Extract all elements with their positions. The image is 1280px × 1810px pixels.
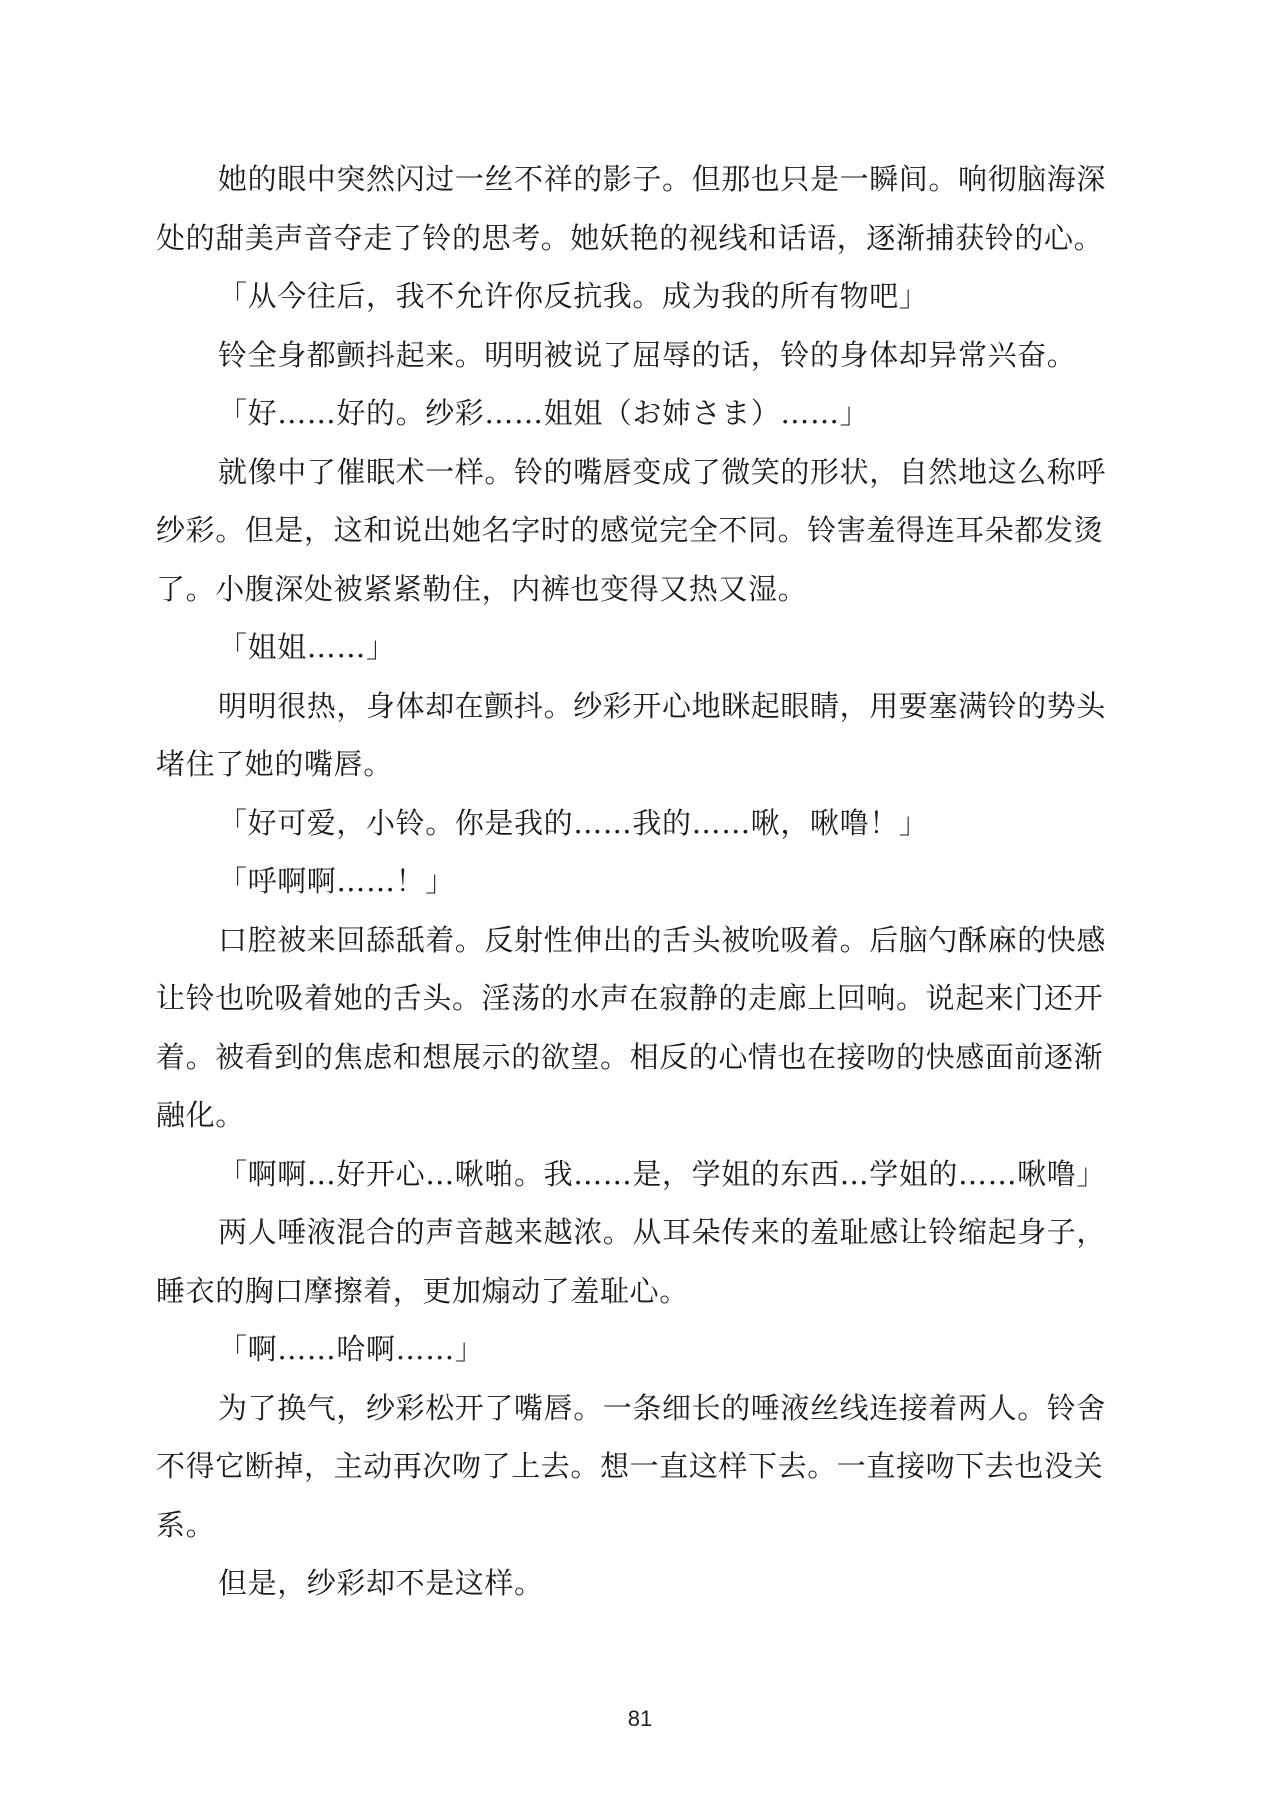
text-line: 「啊……哈啊……」	[218, 1332, 485, 1366]
text-line: 「好可爱，小铃。你是我的……我的……啾，啾噜！」	[218, 805, 929, 840]
text-line: 「啊啊…好开心…啾啪。我……是，学姐的东西…学姐的……啾噜」	[218, 1156, 1107, 1191]
text-line: 但是，纱彩却不是这样。	[218, 1566, 544, 1600]
text-line: 铃全身都颤抖起来。明明被说了屈辱的话，铃的身体却异常兴奋。	[218, 337, 1077, 372]
page-number: 81	[627, 1706, 653, 1731]
text-line: 明明很热，身体却在颤抖。纱彩开心地眯起眼睛，用要塞满铃的势头	[218, 688, 1107, 723]
text-line: 纱彩。但是，这和说出她名字时的感觉完全不同。铃害羞得连耳朵都发烫	[156, 513, 1104, 547]
text-line: 系。	[156, 1507, 216, 1542]
text-line: 着。被看到的焦虑和想展示的欲望。相反的心情也在接吻的快感面前逐渐	[156, 1039, 1104, 1074]
text-line: 让铃也吮吸着她的舌头。淫荡的水声在寂静的走廊上回响。说起来门还开	[156, 981, 1104, 1015]
text-line: 融化。	[156, 1098, 245, 1132]
body-text	[156, 150, 1126, 1613]
text-line: 堵住了她的嘴唇。	[156, 747, 393, 781]
text-line: 两人唾液混合的声音越来越浓。从耳朵传来的羞耻感让铃缩起身子，	[218, 1215, 1107, 1249]
text-line: 不得它断掉，主动再次吻了上去。想一直这样下去。一直接吻下去也没关	[156, 1449, 1104, 1483]
text-line: 口腔被来回舔舐着。反射性伸出的舌头被吮吸着。后脑勺酥麻的快感	[218, 922, 1107, 957]
text-line: 「好……好的。纱彩……姐姐（お姉さま）……」	[218, 396, 870, 430]
text-line: 「姐姐……」	[218, 630, 396, 664]
text-line: 她的眼中突然闪过一丝不祥的影子。但那也只是一瞬间。响彻脑海深	[218, 162, 1107, 196]
text-line: 「呼啊啊……！」	[218, 864, 455, 898]
text-line: 了。小腹深处被紧紧勒住，内裤也变得又热又湿。	[156, 571, 808, 606]
text-line: 处的甜美声音夺走了铃的思考。她妖艳的视线和话语，逐渐捕获铃的心。	[156, 220, 1104, 255]
text-line: 睡衣的胸口摩擦着，更加煽动了羞耻心。	[156, 1273, 689, 1308]
text-line: 就像中了催眠术一样。铃的嘴唇变成了微笑的形状，自然地这么称呼	[218, 454, 1107, 489]
text-line: 为了换气，纱彩松开了嘴唇。一条细长的唾液丝线连接着两人。铃舍	[218, 1390, 1107, 1425]
text-line: 「从今往后，我不允许你反抗我。成为我的所有物吧」	[218, 279, 929, 313]
